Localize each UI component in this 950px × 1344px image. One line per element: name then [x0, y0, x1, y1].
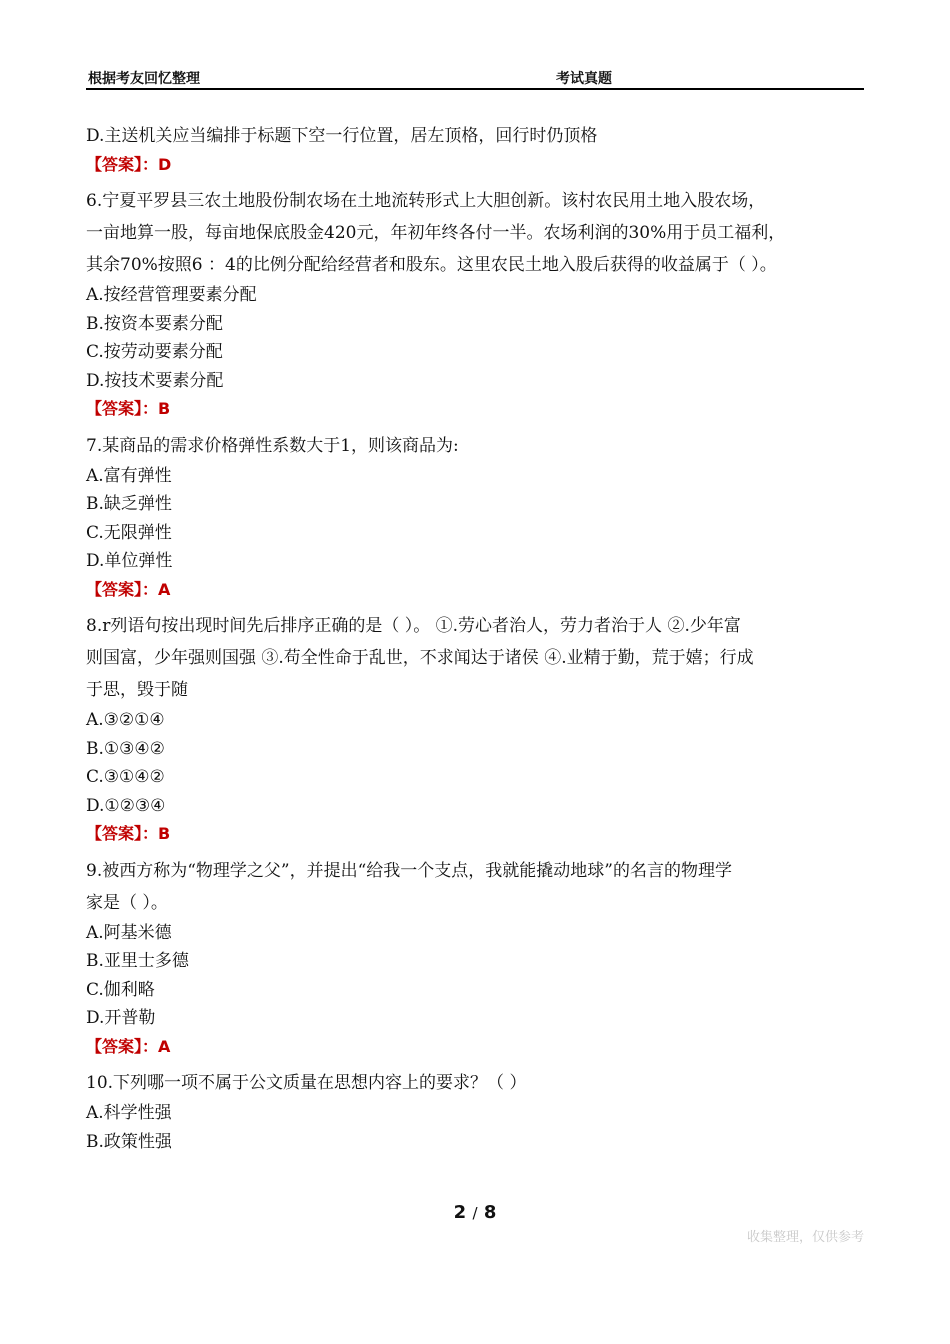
- question-line: 8.r列语句按出现时间先后排序正确的是（ ）。 ①.劳心者治人，劳力者治于人 ②.少年富: [86, 616, 741, 636]
- option-b: B.亚里士多德: [86, 951, 189, 971]
- question-line: 7.某商品的需求价格弹性系数大于1，则该商品为:: [86, 435, 459, 456]
- watermark-text: 收集整理，仅供参考: [746, 1230, 864, 1245]
- question-line: 6.宁夏平罗县三农土地股份制农场在土地流转形式上大胆创新。该村农民用土地入股农场，: [86, 191, 766, 211]
- question-9: [86, 855, 876, 919]
- answer-label: 【答案】：B: [86, 824, 171, 843]
- option-c: C.按劳动要素分配: [86, 342, 223, 362]
- option-c: C.无限弹性: [86, 522, 172, 543]
- question-line: 10.下列哪一项不属于公文质量在思想内容上的要求？（ ）: [86, 1073, 527, 1093]
- question-10: [86, 1067, 876, 1099]
- option-a: A.阿基米德: [86, 922, 172, 943]
- answer-label: 【答案】：A: [86, 579, 171, 599]
- option-b: B.政策性强: [86, 1131, 172, 1152]
- question-7: [86, 430, 876, 462]
- option-a: A.③②①④: [86, 710, 165, 730]
- header-title: 考试真题: [556, 71, 612, 87]
- question-line: 于思，毁于随: [86, 680, 188, 700]
- option-text: D.主送机关应当编排于标题下空一行位置，居左顶格，回行时仍顶格: [86, 126, 598, 146]
- question-line: 9.被西方称为“物理学之父”，并提出“给我一个支点，我就能撬动地球”的名言的物理学: [86, 860, 732, 881]
- question-line: 则国富，少年强则国强 ③.苟全性命于乱世，不求闻达于诸侯 ④.业精于勤，荒于嬉；行成: [86, 648, 754, 668]
- answer-label: 【答案】：D: [86, 154, 172, 174]
- page-number: [0, 1202, 950, 1223]
- option-d: D.开普勒: [86, 1008, 156, 1028]
- option-c: C.伽利略: [86, 979, 155, 1000]
- page-separator: /: [472, 1204, 478, 1222]
- option-c: C.③①④②: [86, 767, 165, 787]
- page-total: 8: [483, 1202, 497, 1223]
- option-d: D.①②③④: [86, 795, 166, 816]
- answer-label: 【答案】：B: [86, 399, 171, 418]
- option-a: A.科学性强: [86, 1103, 172, 1123]
- option-a: A.富有弹性: [86, 465, 172, 486]
- header-source-text: 根据考友回忆整理: [88, 71, 200, 87]
- page-header: [86, 66, 864, 90]
- question-line: 其余70%按照6 ：4的比例分配给经营者和股东。这里农民土地入股后获得的收益属于（ ）。: [86, 255, 777, 275]
- question-line: 家是（ ）。: [86, 892, 168, 913]
- option-a: A.按经营管理要素分配: [86, 285, 257, 305]
- option-b: B.①③④②: [86, 738, 165, 759]
- question-8: [86, 610, 876, 706]
- question-line: 一亩地算一股，每亩地保底股金420元，年初年终各付一半。农场利润的30%用于员工福利，: [86, 223, 786, 243]
- option-d: D.按技术要素分配: [86, 370, 224, 391]
- option-d: D.单位弹性: [86, 551, 173, 571]
- page-current: 2: [453, 1202, 467, 1223]
- option-b: B.缺乏弹性: [86, 494, 172, 514]
- question-6: [86, 185, 876, 281]
- answer-label: 【答案】：A: [86, 1036, 171, 1056]
- document-body: [86, 122, 876, 1156]
- option-b: B.按资本要素分配: [86, 313, 223, 334]
